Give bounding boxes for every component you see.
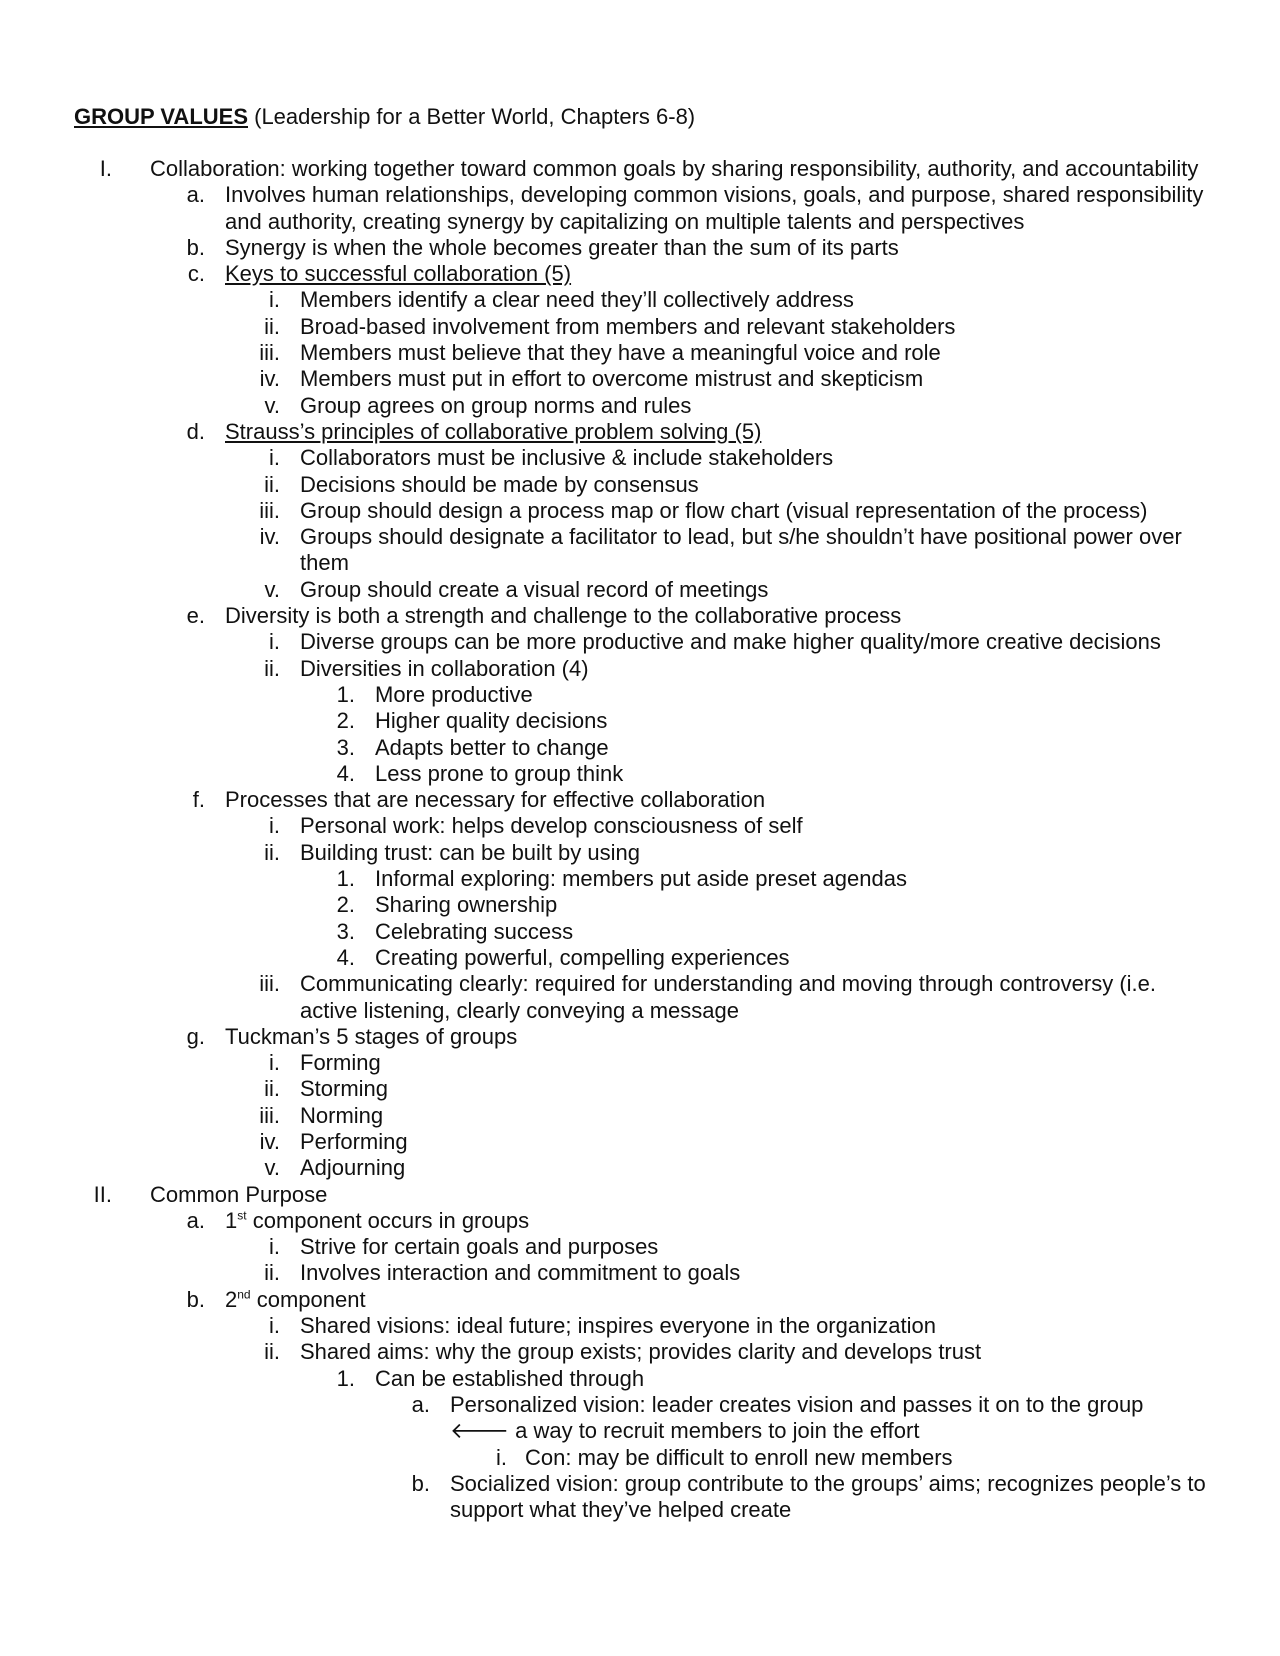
- item-label: iv.: [259, 524, 280, 550]
- item-text: Strauss’s principles of collaborative problem solving (5): [225, 418, 762, 444]
- item-label: 3.: [336, 918, 355, 944]
- outline-item: [0, 1313, 1280, 1339]
- item-label: I.: [99, 156, 112, 181]
- item-label: b.: [186, 1286, 205, 1312]
- ordinal-suffix: nd: [237, 1287, 251, 1302]
- item-label: iii.: [259, 1102, 280, 1128]
- item-text: Building trust: can be built by using: [300, 839, 640, 865]
- item-label: 4.: [336, 944, 355, 970]
- ordinal-suffix: st: [237, 1208, 247, 1223]
- item-label: 4.: [336, 760, 355, 786]
- outline-item: [0, 603, 1280, 629]
- outline-item: [0, 1129, 1280, 1155]
- item-text: Norming: [300, 1102, 384, 1128]
- outline-item: [0, 1103, 1280, 1129]
- item-label: ii.: [264, 1076, 280, 1102]
- item-text: Members must believe that they have a meaningful voice and role: [300, 340, 941, 366]
- item-label: iii.: [259, 340, 280, 366]
- item-text-rest: component: [250, 1286, 366, 1312]
- item-text: Involves human relationships, developing common visions, goals, and purpose, shared responsibility and authority, creating synergy by capitalizing on multiple talents and perspectives: [225, 182, 1204, 234]
- item-text-continued: a way to recruit members to join the effort: [509, 1418, 920, 1444]
- item-text: Decisions should be made by consensus: [300, 471, 699, 497]
- item-label: ii.: [264, 655, 280, 681]
- item-text: Adapts better to change: [375, 734, 609, 760]
- outline-item: [0, 1287, 1280, 1313]
- item-label: ii.: [264, 839, 280, 865]
- ordinal-number: 2: [225, 1286, 238, 1312]
- outline-item: [0, 1076, 1280, 1102]
- item-text: Diverse groups can be more productive and make higher quality/more creative decisions: [300, 629, 1161, 655]
- item-text: Performing: [300, 1128, 408, 1154]
- outline-item: [0, 1234, 1280, 1260]
- item-label: v.: [264, 1155, 280, 1181]
- outline-item: [0, 577, 1280, 603]
- item-text: Groups should designate a facilitator to lead, but s/he shouldn’t have positional power over them: [300, 524, 1182, 576]
- item-text: Can be established through: [375, 1365, 645, 1391]
- item-text: Sharing ownership: [375, 892, 558, 918]
- item-text: Involves interaction and commitment to goals: [300, 1260, 741, 1286]
- outline-item: [0, 840, 1280, 866]
- outline-item: [0, 1445, 1280, 1471]
- title-subtitle: (Leadership for a Better World, Chapters 6-8): [248, 104, 696, 129]
- outline-item: [0, 1366, 1280, 1392]
- outline-item: [0, 1155, 1280, 1181]
- ordinal-number: 1: [225, 1207, 238, 1233]
- item-text: Diversity is both a strength and challenge to the collaborative process: [225, 603, 902, 629]
- item-text: Strive for certain goals and purposes: [300, 1234, 659, 1260]
- item-label: i.: [269, 1234, 280, 1260]
- outline-item: [0, 735, 1280, 761]
- item-label: a.: [186, 1207, 205, 1233]
- outline-item: [0, 866, 1280, 892]
- item-label: 1.: [336, 866, 355, 892]
- item-label: 3.: [336, 734, 355, 760]
- outline-item: [0, 472, 1280, 498]
- outline-item: [0, 892, 1280, 918]
- outline-item: [0, 971, 1280, 1024]
- item-text: Tuckman’s 5 stages of groups: [225, 1023, 518, 1049]
- item-label: II.: [93, 1181, 112, 1207]
- item-text: Group should create a visual record of meetings: [300, 576, 769, 602]
- outline-item: [0, 1208, 1280, 1234]
- outline-item: [0, 1050, 1280, 1076]
- item-text: [225, 1208, 1225, 1234]
- outline-item: [0, 1260, 1280, 1286]
- item-text: [450, 1392, 1210, 1445]
- item-text: Creating powerful, compelling experiences: [375, 944, 790, 970]
- item-label: i.: [496, 1444, 507, 1470]
- outline-item: [0, 340, 1280, 366]
- item-label: e.: [186, 603, 205, 629]
- item-text: Group should design a process map or flow chart (visual representation of the process): [300, 497, 1148, 523]
- item-label: i.: [269, 287, 280, 313]
- item-text: Storming: [300, 1076, 389, 1102]
- item-label: iii.: [259, 971, 280, 997]
- item-label: 1.: [336, 1365, 355, 1391]
- item-text: Common Purpose: [150, 1181, 328, 1207]
- item-label: i.: [269, 813, 280, 839]
- item-text: Informal exploring: members put aside preset agendas: [375, 866, 907, 892]
- item-label: 1.: [336, 681, 355, 707]
- outline-item: [0, 1392, 1280, 1445]
- item-label: 2.: [336, 708, 355, 734]
- outline-item-common-purpose: [0, 1182, 1280, 1208]
- outline-item: [0, 393, 1280, 419]
- item-label: f.: [192, 787, 205, 813]
- left-arrow-icon: 🡐: [450, 1418, 509, 1444]
- item-label: v.: [264, 576, 280, 602]
- item-label: a.: [186, 182, 205, 208]
- document-title: [74, 104, 695, 130]
- outline-item: [0, 287, 1280, 313]
- item-label: g.: [186, 1023, 205, 1049]
- outline-item: [0, 498, 1280, 524]
- item-text: Forming: [300, 1050, 381, 1076]
- item-text: Members identify a clear need they’ll collectively address: [300, 287, 854, 313]
- outline-item: [0, 787, 1280, 813]
- item-text: Members must put in effort to overcome mistrust and skepticism: [300, 366, 924, 392]
- item-label: b.: [411, 1470, 430, 1496]
- item-label: ii.: [264, 1339, 280, 1365]
- outline-item: [0, 708, 1280, 734]
- item-text: Celebrating success: [375, 918, 574, 944]
- item-text: Adjourning: [300, 1155, 406, 1181]
- item-label: i.: [269, 629, 280, 655]
- outline-item-strauss-heading: [0, 419, 1280, 445]
- outline-item: [0, 682, 1280, 708]
- item-label: iv.: [259, 366, 280, 392]
- outline-item: [0, 761, 1280, 787]
- outline-item: [0, 314, 1280, 340]
- outline-item: [0, 629, 1280, 655]
- item-label: c.: [187, 261, 205, 287]
- item-text: Personal work: helps develop consciousness of self: [300, 813, 803, 839]
- outline: [0, 156, 1280, 1523]
- item-label: v.: [264, 392, 280, 418]
- item-text: Shared visions: ideal future; inspires everyone in the organization: [300, 1313, 936, 1339]
- item-label: b.: [186, 234, 205, 260]
- item-text: Less prone to group think: [375, 760, 624, 786]
- outline-item-collaboration: [0, 156, 1280, 182]
- outline-item: [0, 813, 1280, 839]
- item-label: iii.: [259, 497, 280, 523]
- item-text: Group agrees on group norms and rules: [300, 392, 692, 418]
- outline-item: [0, 919, 1280, 945]
- outline-item: [0, 656, 1280, 682]
- item-label: iv.: [259, 1128, 280, 1154]
- title-heading: GROUP VALUES: [74, 104, 248, 129]
- item-text: [225, 1287, 1225, 1313]
- item-text-rest: component occurs in groups: [246, 1207, 530, 1233]
- outline-item: [0, 366, 1280, 392]
- item-text: Diversities in collaboration (4): [300, 655, 589, 681]
- item-text: Collaborators must be inclusive & include stakeholders: [300, 445, 834, 471]
- outline-item: [0, 182, 1280, 235]
- item-text: Processes that are necessary for effective collaboration: [225, 787, 766, 813]
- item-text: Keys to successful collaboration (5): [225, 261, 572, 287]
- item-label: 2.: [336, 892, 355, 918]
- item-text: Socialized vision: group contribute to the groups’ aims; recognizes people’s to support what they’ve helped create: [450, 1470, 1206, 1523]
- item-text-main: Personalized vision: leader creates vision and passes it on to the group: [450, 1391, 1144, 1417]
- outline-item: [0, 945, 1280, 971]
- item-label: a.: [411, 1391, 430, 1417]
- item-text: Con: may be difficult to enroll new members: [525, 1444, 953, 1470]
- outline-item: [0, 1339, 1280, 1365]
- outline-item: [0, 235, 1280, 261]
- item-label: i.: [269, 445, 280, 471]
- outline-item-keys-heading: [0, 261, 1280, 287]
- outline-item: [0, 1471, 1280, 1524]
- item-text: Broad-based involvement from members and relevant stakeholders: [300, 313, 956, 339]
- item-text: More productive: [375, 681, 533, 707]
- item-text: Collaboration: working together toward common goals by sharing responsibility, authority, and accountability: [150, 156, 1199, 181]
- outline-item: [0, 1024, 1280, 1050]
- item-label: i.: [269, 1313, 280, 1339]
- outline-item: [0, 445, 1280, 471]
- outline-item: [0, 524, 1280, 577]
- item-label: ii.: [264, 1260, 280, 1286]
- item-text: Synergy is when the whole becomes greater than the sum of its parts: [225, 234, 899, 260]
- item-label: ii.: [264, 471, 280, 497]
- item-label: d.: [186, 418, 205, 444]
- item-label: ii.: [264, 313, 280, 339]
- item-text: Communicating clearly: required for understanding and moving through controversy (i.e. active listening, clearly conveying a message: [300, 971, 1156, 1023]
- item-text: Higher quality decisions: [375, 708, 608, 734]
- item-text: Shared aims: why the group exists; provides clarity and develops trust: [300, 1339, 982, 1365]
- item-label: i.: [269, 1050, 280, 1076]
